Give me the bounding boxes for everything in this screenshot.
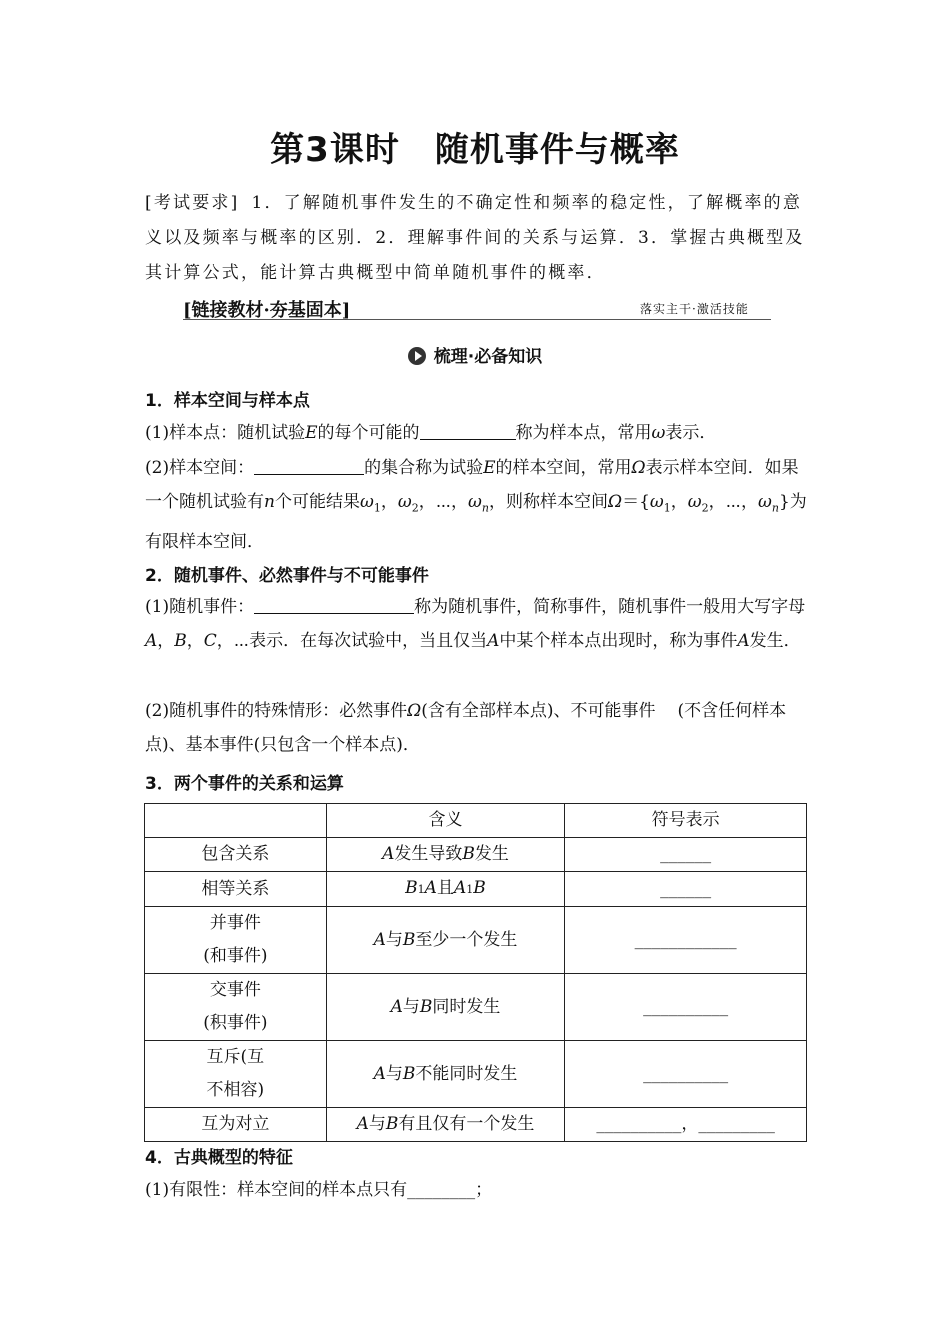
banner-right: 落实主干·激活技能: [640, 302, 749, 316]
table-row: 包含关系 A发生导致B发生 ______: [145, 838, 807, 872]
para-finiteness: (1)有限性：样本空间的样本点只有________；: [145, 1180, 493, 1200]
table-header-cell: 含义: [326, 804, 565, 838]
answer-blank: ____________: [565, 907, 807, 974]
para-special-cases: (2)随机事件的特殊情形：必然事件Ω(含有全部样本点)、不可能事件 (不含任何样本点)、基本事件(只包含一个样本点)．: [145, 701, 787, 755]
requirements-text: 1．了解随机事件发生的不确定性和频率的稳定性，了解概率的意义以及频率与概率的区别．2．理解事件间的关系与运算．3．掌握古典概型及其计算公式，能计算古典概型中简单随机事件的概率．: [145, 193, 805, 283]
table-header-row: [145, 804, 807, 838]
heading-sample-space: 1．样本空间与样本点: [145, 391, 310, 411]
heading-relations: 3．两个事件的关系和运算: [145, 774, 344, 794]
section-header: [0, 342, 950, 367]
banner-divider: [183, 319, 771, 320]
para-sample-space: (2)样本空间： 的集合称为试验E的样本空间，常用Ω表示样本空间．如果一个随机试验有n个可能结果$\omega_1$，$\omega_2$，⋯，$\omega_n$，则称样本空间$\Omega=\{\omega_1$，$\omega_2$，⋯，$\omega_n$}为有限样本空间．: [145, 458, 807, 553]
table-header-cell: 符号表示: [565, 804, 807, 838]
play-circle-icon: [408, 347, 426, 365]
banner-left: [链接教材·夯基固本]: [183, 300, 351, 321]
table-header-cell: [145, 804, 327, 838]
table-row: 相等关系 B1A且A1B ______: [145, 872, 807, 907]
answer-blank: __________: [565, 974, 807, 1041]
answer-blank: __________: [565, 1041, 807, 1108]
heading-classical-model: 4．古典概型的特征: [145, 1148, 293, 1168]
para-sample-point: (1)样本点：随机试验E的每个可能的 称为样本点，常用ω表示．: [145, 423, 717, 443]
para-random-event: (1)随机事件： 称为随机事件，简称事件，随机事件一般用大写字母A，B，C，⋯表示．在每次试验中，当且仅当A中某个样本点出现时，称为事件A发生．: [145, 597, 806, 651]
blank-field: ________: [407, 1180, 476, 1200]
exam-requirements: [145, 186, 810, 291]
blank-field: [254, 595, 414, 614]
answer-blank: ______: [565, 872, 807, 907]
table-row: 交事件 (积事件) A与B同时发生 __________: [145, 974, 807, 1041]
heading-random-events: 2．随机事件、必然事件与不可能事件: [145, 566, 429, 586]
blank-field: [254, 456, 364, 475]
table-row: 互为对立 A与B有且仅有一个发生 __________，_________: [145, 1108, 807, 1142]
relations-table: [144, 803, 807, 1142]
requirements-tag: [考试要求]: [145, 193, 240, 213]
blank-field: [420, 421, 516, 440]
table-row: 并事件 (和事件) A与B至少一个发生 ____________: [145, 907, 807, 974]
answer-blank: ______: [565, 838, 807, 872]
answer-blank: __________，_________: [565, 1108, 807, 1142]
table-row: 互斥(互 不相容) A与B不能同时发生 __________: [145, 1041, 807, 1108]
page-title: 第3课时 随机事件与概率: [270, 130, 680, 170]
section-title: 梳理·必备知识: [433, 347, 543, 367]
